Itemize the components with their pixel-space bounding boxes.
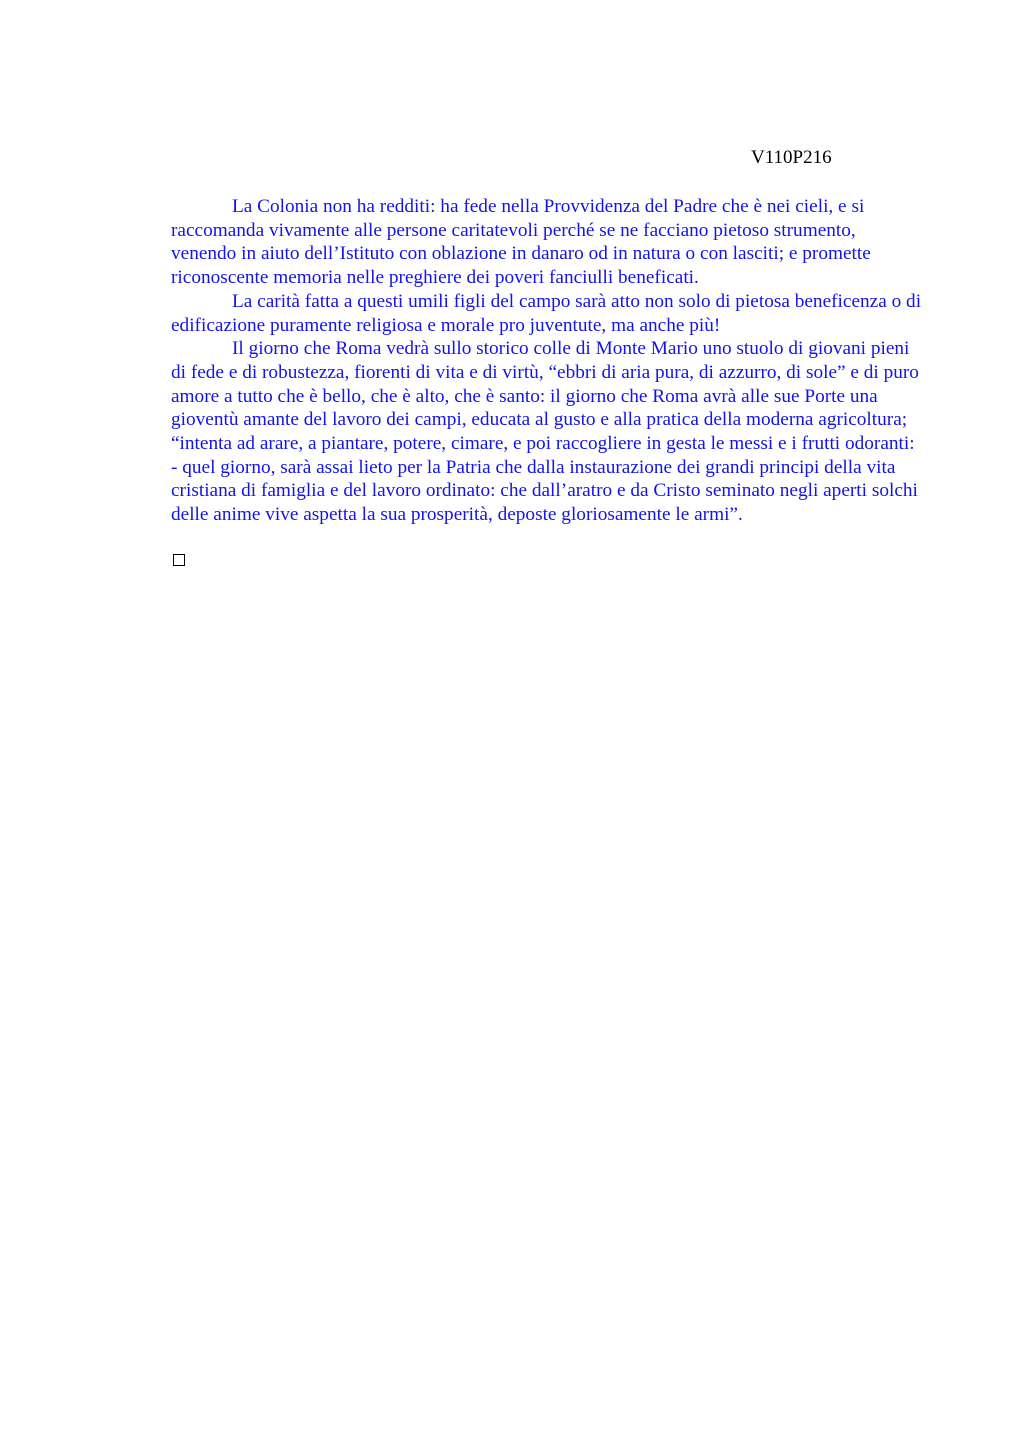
paragraph-2: La carità fatta a questi umili figli del campo sarà atto non solo di pietosa beneficenza o di edificazione puramente religiosa e morale pro juventute, ma anche più!: [171, 290, 922, 336]
paragraph-1: La Colonia non ha redditi: ha fede nella Provvidenza del Padre che è nei cieli, e si raccomanda vivamente alle persone caritatevoli perché se ne facciano pietoso strumento, venendo in aiuto dell’Istituto con oblazione in danaro od in natura o con lasciti; e promette riconoscente memoria nelle preghiere dei poveri fanciulli beneficati.: [171, 196, 871, 289]
body-text: [171, 195, 923, 527]
paragraph-3: Il giorno che Roma vedrà sullo storico colle di Monte Mario uno stuolo di giovani pieni di fede e di robustezza, fiorenti di vita e di virtù, “ebbri di aria pura, di azzurro, di sole” e di puro amore a tutto che è bello, che è alto, che è santo: il giorno che Roma avrà alle sue Porte una gioventù amante del lavoro dei campi, educata al gusto e alla pratica della moderna agricoltura; “intenta ad arare, a piantare, potere, cimare, e poi raccogliere in gesta le messi e i frutti odoranti: - quel giorno, sarà assai lieto per la Patria che dalla instaurazione dei grandi principi della vita cristiana di famiglia e del lavoro ordinato: che dall’aratro e da Cristo seminato negli aperti solchi delle anime vive aspetta la sua prosperità, deposte gloriosamente le armi”.: [171, 338, 919, 526]
page-code: V110P216: [751, 147, 832, 168]
end-marker-box: [173, 554, 185, 566]
